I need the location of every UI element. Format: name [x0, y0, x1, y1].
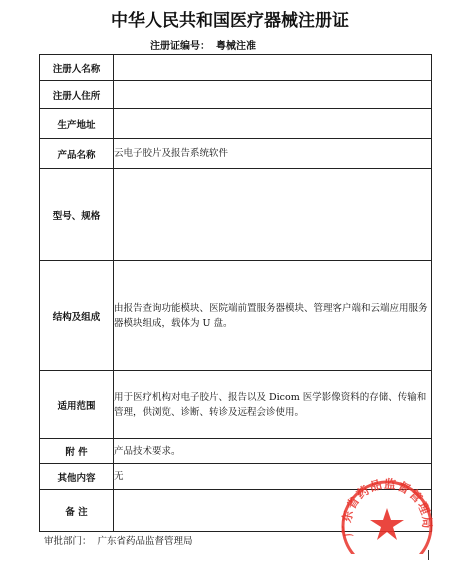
approval-value: 广东省药品监督管理局	[97, 536, 193, 547]
row-label-product-name: 产品名称	[40, 139, 114, 169]
page-edge-mark	[428, 550, 429, 560]
seal-stamp-icon	[335, 474, 435, 554]
row-value-attachment: 产品技术要求。	[114, 439, 432, 464]
star-icon	[370, 508, 404, 540]
row-value-scope: 用于医疗机构对电子胶片、报告以及 Dicom 医学影像资料的存储、传输和管理，供浏览、诊断、转诊及远程会诊使用。	[114, 371, 432, 439]
table-row	[40, 55, 432, 81]
document-title: 中华人民共和国医疗器械注册证	[111, 11, 349, 31]
registration-number-label: 注册证编号：	[150, 41, 210, 52]
official-seal	[335, 474, 435, 554]
row-label-other: 其他内容	[40, 464, 114, 490]
table-row	[40, 139, 432, 169]
row-value-registrant-address	[114, 81, 432, 109]
table-row	[40, 371, 432, 439]
table-row	[40, 169, 432, 261]
row-label-registrant-address: 注册人住所	[40, 81, 114, 109]
approval-label: 审批部门：	[44, 536, 92, 547]
row-value-registrant-name	[114, 55, 432, 81]
row-value-product-name: 云电子胶片及报告系统软件	[114, 139, 432, 169]
approval-department	[44, 533, 193, 547]
table-row	[40, 81, 432, 109]
certificate-table	[39, 54, 432, 532]
table-row	[40, 109, 432, 139]
row-label-remarks: 备 注	[40, 490, 114, 532]
row-value-production-address	[114, 109, 432, 139]
row-label-production-address: 生产地址	[40, 109, 114, 139]
table-row	[40, 261, 432, 371]
row-label-registrant-name: 注册人名称	[40, 55, 114, 81]
row-label-scope: 适用范围	[40, 371, 114, 439]
registration-number-value: 粤械注准	[216, 41, 256, 52]
table-row	[40, 439, 432, 464]
row-value-model-spec	[114, 169, 432, 261]
row-label-model-spec: 型号、规格	[40, 169, 114, 261]
row-value-structure: 由报告查询功能模块、医院端前置服务器模块、管理客户端和云端应用服务器模块组成，载体为 U 盘。	[114, 261, 432, 371]
seal-text: 广东省药品监督管理局	[339, 476, 435, 538]
row-label-attachment: 附 件	[40, 439, 114, 464]
row-label-structure: 结构及组成	[40, 261, 114, 371]
row-value-other: 无	[114, 464, 432, 490]
